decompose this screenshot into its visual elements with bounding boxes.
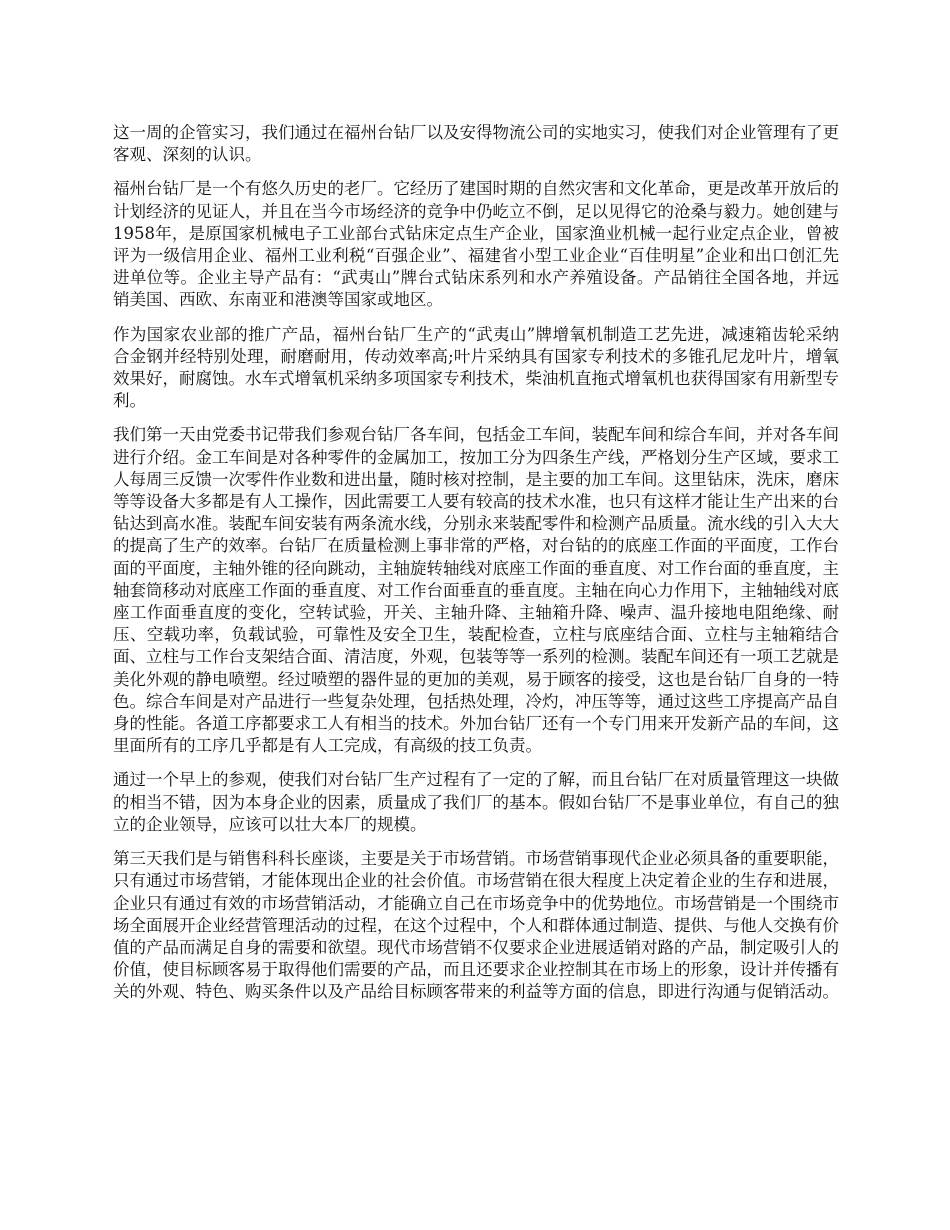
paragraph-marketing-talk: 第三天我们是与销售科科长座谈，主要是关于市场营销。市场营销事现代企业必须具备的重要职能，只有通过市场营销，才能体现出企业的社会价值。市场营销在很大程度上决定着企业的生存和进展，企业只有通过有效的市场营销活动，才能确立自己在市场竞争中的优势地位。市场营销是一个围绕市场全面展开企业经营管理活动的过程，在这个过程中，个人和群体通过制造、提供、与他人交换有价值的产品而满足自身的需要和欲望。现代市场营销不仅要求企业进展适销对路的产品，制定吸引人的价值，使目标顾客易于取得他们需要的产品，而且还要求企业控制其在市场上的形象，设计并传播有关的外观、特色、购买条件以及产品给目标顾客带来的利益等方面的信息，即进行沟通与促销活动。: [113, 849, 839, 1002]
paragraph-workshop-tour: 我们第一天由党委书记带我们参观台钻厂各车间，包括金工车间，装配车间和综合车间，并对各车间进行介绍。金工车间是对各种零件的金属加工，按加工分为四条生产线，严格划分生产区域，要求工人每周三反馈一次零件作业数和进出量，随时核对控制，是主要的加工车间。这里钻床，洗床，磨床等等设备大多都是有人工操作，因此需要工人要有较高的技术水准，也只有这样才能让生产出来的台钻达到高水准。装配车间安装有两条流水线，分别永来装配零件和检测产品质量。流水线的引入大大的提高了生产的效率。台钻厂在质量检测上事非常的严格，对台钻的的底座工作面的平面度，工作台面的平面度，主轴外锥的径向跳动，主轴旋转轴线对底座工作面的垂直度、对工作台面的垂直度，主轴套筒移动对底座工作面的垂直度、对工作台面垂直的垂直度。主轴在向心力作用下，主轴轴线对底座工作面垂直度的变化，空转试验，开关、主轴升降、主轴箱升降、噪声、温升接地电阻绝缘、耐压、空载功率，负载试验，可靠性及安全卫生，装配检查，立柱与底座结合面、立柱与主轴箱结合面、立柱与工作台支架结合面、清洁度，外观，包装等等一系列的检测。装配车间还有一项工艺就是美化外观的静电喷塑。经过喷塑的器件显的更加的美观，易于顾客的接受，这也是台钻厂自身的一特色。综合车间是对产品进行一些复杂处理，包括热处理，冷灼，冲压等等，通过这些工序提高产品自身的性能。各道工序都要求工人有相当的技术。外加台钻厂还有一个专门用来开发新产品的车间，这里面所有的工序几乎都是有人工完成，有高级的技工负责。: [113, 425, 839, 756]
paragraph-aerator-products: 作为国家农业部的推广产品，福州台钻厂生产的“武夷山”牌增氧机制造工艺先进，减速箱齿轮采纳合金钢并经特别处理，耐磨耐用，传动效率高;叶片采纳具有国家专利技术的多锥孔尼龙叶片，增氧效果好，耐腐蚀。水车式增氧机采纳多项国家专利技术，柴油机直拖式增氧机也获得国家有用新型专利。: [113, 324, 839, 411]
paragraph-intro: 这一周的企管实习，我们通过在福州台钻厂以及安得物流公司的实地实习，使我们对企业管理有了更客观、深刻的认识。: [113, 123, 839, 165]
document-body: [113, 122, 839, 1016]
paragraph-factory-history: 福州台钻厂是一个有悠久历史的老厂。它经历了建国时期的自然灾害和文化革命，更是改革开放后的计划经济的见证人，并且在当今市场经济的竞争中仍屹立不倒，足以见得它的沧桑与毅力。她创建与1958年，是原国家机械电子工业部台式钻床定点生产企业，国家渔业机械一起行业定点企业，曾被评为一级信用企业、福州工业利税“百强企业”、福建省小型工业企业“百佳明星”企业和出口创汇先进单位等。企业主导产品有：“武夷山”牌台式钻床系列和水产养殖设备。产品销往全国各地，并远销美国、西欧、东南亚和港澳等国家或地区。: [113, 179, 839, 310]
paragraph-quality-reflection: 通过一个早上的参观，使我们对台钻厂生产过程有了一定的了解，而且台钻厂在对质量管理这一块做的相当不错，因为本身企业的因素，质量成了我们厂的基本。假如台钻厂不是事业单位，有自己的独立的企业领导，应该可以壮大本厂的规模。: [113, 770, 839, 834]
